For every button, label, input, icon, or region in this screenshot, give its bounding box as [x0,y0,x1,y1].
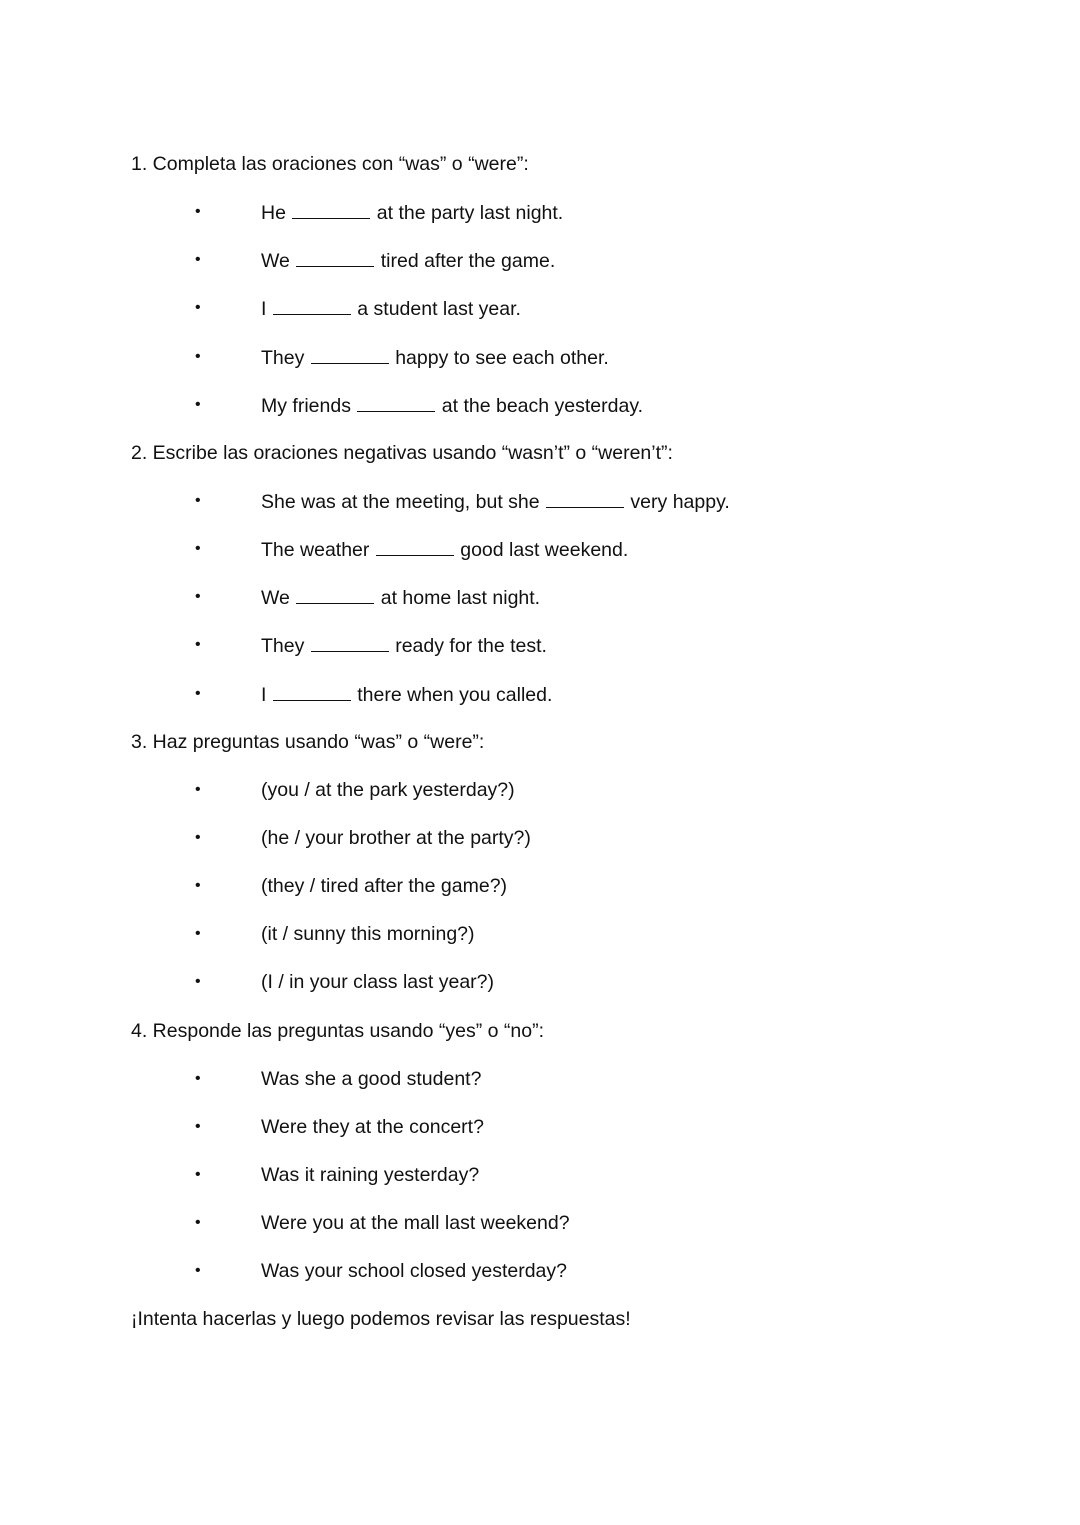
exercise-item [131,1160,730,1208]
item-text-before: Were you at the mall last weekend? [261,1212,570,1235]
answer-blank[interactable] [296,245,374,267]
exercise-item [131,1112,730,1160]
item-text-before: Was it raining yesterday? [261,1163,480,1186]
exercise-item [131,486,730,534]
item-text-before: The weather [261,539,375,562]
item-text-before: (they / tired after the game?) [261,875,508,898]
section-heading: 3. Haz preguntas usando “was” o “were”: [131,730,485,753]
exercise-item [131,245,730,293]
bullet-icon: • [195,684,201,702]
bullet-icon: • [195,491,201,509]
bullet-icon: • [195,877,201,895]
exercise-item [131,342,730,390]
exercise-item [131,919,730,967]
item-text-after: a student last year. [351,298,521,321]
item-text-before: We [261,587,296,610]
exercise-item [131,1208,730,1256]
bullet-icon: • [195,780,201,798]
item-text-before: We [261,250,296,273]
exercise-item [131,390,730,438]
item-text-before: (I / in your class last year?) [261,971,494,994]
item-text-before: Was your school closed yesterday? [261,1260,568,1283]
bullet-icon: • [195,925,201,943]
answer-blank[interactable] [311,342,389,364]
answer-blank[interactable] [357,390,435,412]
answer-blank[interactable] [296,582,374,604]
exercise-item [131,197,730,245]
item-text-before: (you / at the park yesterday?) [261,778,515,801]
bullet-icon: • [195,1262,201,1280]
exercise-item [131,1256,730,1304]
item-text-before: (he / your brother at the party?) [261,826,531,849]
item-text-before: My friends [261,394,357,417]
item-text-after: at the party last night. [371,202,564,225]
answer-blank[interactable] [311,630,389,652]
worksheet-content [131,149,730,1353]
section-heading: 1. Completa las oraciones con “was” o “were”: [131,153,529,175]
exercise-item [131,630,730,678]
item-text-before: Were they at the concert? [261,1115,484,1138]
item-text-after: happy to see each other. [389,346,609,369]
bullet-icon: • [195,251,201,269]
bullet-icon: • [195,540,201,558]
bullet-icon: • [195,395,201,413]
bullet-icon: • [195,588,201,606]
item-text-after: there when you called. [351,683,553,706]
bullet-icon: • [195,636,201,654]
answer-blank[interactable] [546,486,624,508]
bullet-icon: • [195,299,201,317]
bullet-icon: • [195,1214,201,1232]
exercise-item [131,293,730,341]
bullet-icon: • [195,828,201,846]
item-text-before: They [261,635,310,658]
exercise-item [131,823,730,871]
exercise-item [131,534,730,582]
section-heading: 4. Responde las preguntas usando “yes” o “no”: [131,1019,544,1042]
answer-blank[interactable] [376,534,454,556]
exercise-item [131,967,730,1015]
item-text-after: at the beach yesterday. [436,394,644,417]
section-heading: 2. Escribe las oraciones negativas usando “wasn’t” o “weren’t”: [131,441,673,464]
item-text-before: They [261,346,310,369]
item-text-after: ready for the test. [389,635,547,658]
item-text-after: at home last night. [375,587,541,610]
exercise-item [131,679,730,727]
bullet-icon: • [195,1165,201,1183]
answer-blank[interactable] [273,293,351,315]
bullet-icon: • [195,1117,201,1135]
bullet-icon: • [195,973,201,991]
bullet-icon: • [195,347,201,365]
item-text-after: very happy. [625,490,730,513]
exercise-item [131,871,730,919]
answer-blank[interactable] [273,679,351,701]
exercise-item [131,582,730,630]
item-text-before: He [261,202,292,225]
exercise-item [131,1064,730,1112]
item-text-after: good last weekend. [454,539,629,562]
item-text-before: (it / sunny this morning?) [261,923,475,946]
answer-blank[interactable] [292,197,370,219]
item-text-before: Was she a good student? [261,1067,482,1090]
item-text-after: tired after the game. [375,250,556,273]
closing-note: ¡Intenta hacerlas y luego podemos revisar las respuestas! [131,1308,631,1331]
bullet-icon: • [195,203,201,221]
item-text-before: I [261,683,272,706]
item-text-before: She was at the meeting, but she [261,490,546,513]
item-text-before: I [261,298,272,321]
exercise-item [131,775,730,823]
bullet-icon: • [195,1069,201,1087]
